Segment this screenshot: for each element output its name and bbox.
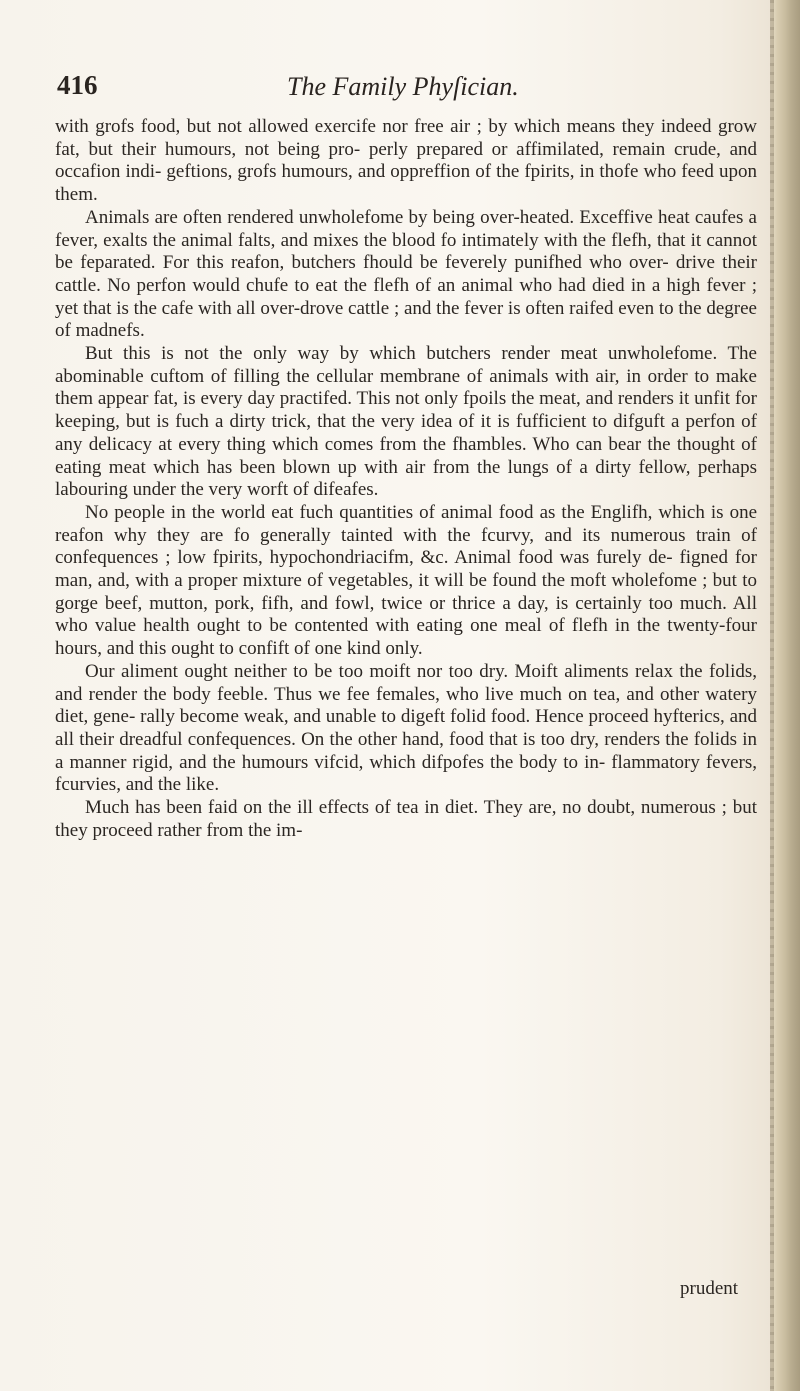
paragraph-2: Animals are often rendered unwholefome by being over-heated. Exceffive heat caufes a fever, exalts the animal falts, and mixes the blood fo intimately with the flefh, that it cannot be feparated. For this reafon, butchers fhould be feverely punifhed who over- drive their cattle. No perfon would chufe to eat the flefh of an animal who had died in a high fever ; yet that is the cafe with all over-drove cattle ; and the fever is often raifed even to the degree of madnefs.: [55, 206, 757, 342]
page-edge: [770, 0, 800, 1391]
paragraph-6: Much has been faid on the ill effects of tea in diet. They are, no doubt, numerous ; but they proceed rather from the im-: [55, 797, 757, 841]
running-head: The Family Phyſician.: [287, 72, 519, 101]
page-number: 416: [57, 70, 98, 100]
page-header: [57, 70, 757, 112]
paragraph-4: No people in the world eat fuch quantities of animal food as the Englifh, which is one reafon why they are fo generally tainted with the fcurvy, and its numerous train of confequences ; low fpirits, hypochondriacifm, &c. Animal food was furely de- figned for man, and, with a proper mixture of vegetables, it will be found the moft wholefome ; but to gorge beef, mutton, pork, fifh, and fowl, twice or thrice a day, is certainly too much. All who value health ought to be contented with eating one meal of flefh in the twenty-four hours, and this ought to confift of one kind only.: [55, 501, 757, 660]
catchword: prudent: [680, 1278, 739, 1299]
paragraph-5: Our aliment ought neither to be too moift nor too dry. Moift aliments relax the folids, and render the body feeble. Thus we fee females, who live much on tea, and other watery diet, gene- rally become weak, and unable to digeft folid food. Hence proceed hyfterics, and all their dreadful confequences. On the other hand, food that is too dry, renders the folids in a manner rigid, and the humours vifcid, which difpofes the body to in- flammatory fevers, fcurvies, and the like.: [55, 660, 757, 796]
paragraph-3: But this is not the only way by which butchers render meat unwholefome. The abominable cuftom of filling the cellular membrane of animals with air, in order to make them appear fat, is every day practifed. This not only fpoils the meat, and renders it unfit for keeping, but is fuch a dirty trick, that the very idea of it is fufficient to difguft a perfon of any delicacy at every thing which comes from the fhambles. Who can bear the thought of eating meat which has been blown up with air from the lungs of a dirty fellow, perhaps labouring under the very worft of difeafes.: [55, 343, 757, 501]
body-text: [55, 116, 757, 843]
paragraph-1: with grofs food, but not allowed exercife nor free air ; by which means they indeed grow fat, but their humours, not being pro- perly prepared or affimilated, remain crude, and occafion indi- geftions, grofs humours, and oppreffion of the fpirits, in thofe who feed upon them.: [55, 116, 757, 206]
